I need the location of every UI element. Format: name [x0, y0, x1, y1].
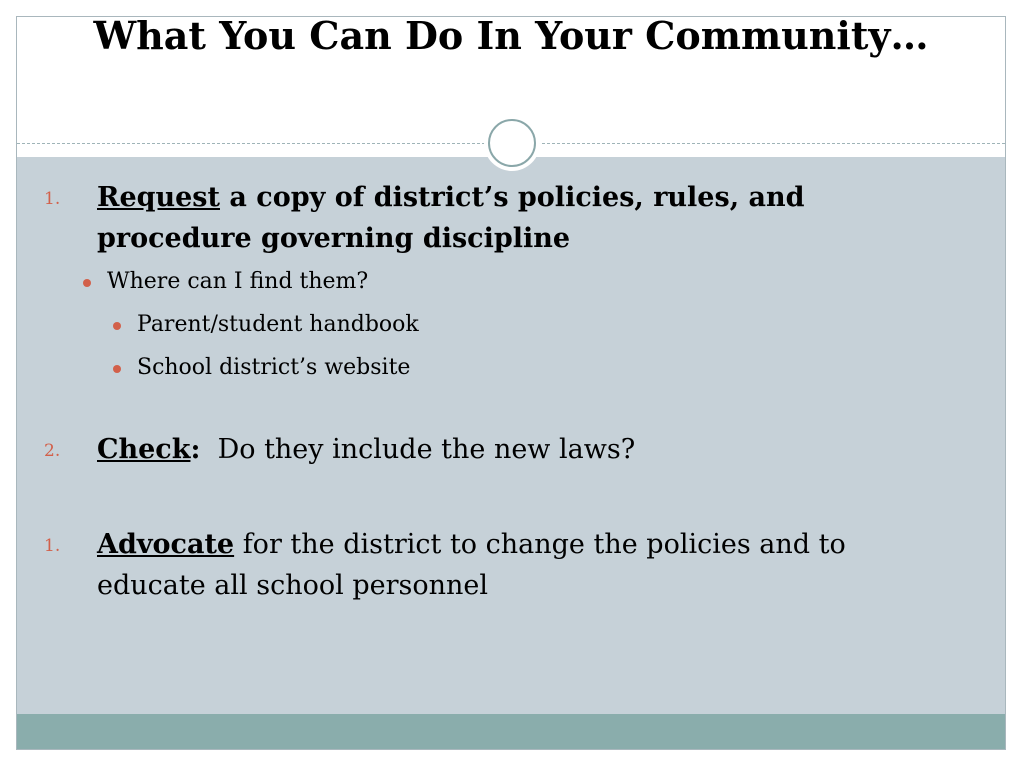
keyword-request: Request: [97, 182, 220, 213]
list-item-advocate: [17, 524, 1005, 606]
keyword-advocate: Advocate: [97, 529, 235, 560]
slide: [16, 16, 1006, 750]
sub-item-website: [17, 353, 1005, 383]
item-heading: [97, 182, 805, 254]
item-text: a copy of district’s policies, rules, and procedure governing discipline: [97, 182, 805, 254]
sub-item-text: Parent/student handbook: [137, 312, 419, 337]
list-item-request: [17, 177, 1005, 259]
list-number: 1.: [44, 536, 61, 556]
sub-item-text: School district’s website: [137, 355, 411, 380]
sub-item-handbook: [17, 310, 1005, 340]
bullet-icon: [113, 322, 121, 330]
sub-item-where: [17, 267, 1005, 297]
slide-title: What You Can Do In Your Community…: [93, 16, 929, 58]
bullet-icon: [83, 279, 91, 287]
list-number: 2.: [44, 441, 61, 461]
decorative-ring-icon: [488, 119, 536, 167]
list-item-check: [17, 429, 1005, 470]
sub-item-text: Where can I find them?: [107, 269, 369, 294]
item-text: Do they include the new laws?: [200, 434, 636, 465]
slide-content: [17, 177, 1005, 606]
keyword-check: Check: [97, 434, 191, 465]
item-text: for the district to change the policies and to educate all school personnel: [97, 529, 846, 601]
keyword-suffix: :: [190, 434, 201, 465]
list-number: 1.: [44, 189, 61, 209]
bullet-icon: [113, 365, 121, 373]
footer-band: [17, 714, 1005, 749]
